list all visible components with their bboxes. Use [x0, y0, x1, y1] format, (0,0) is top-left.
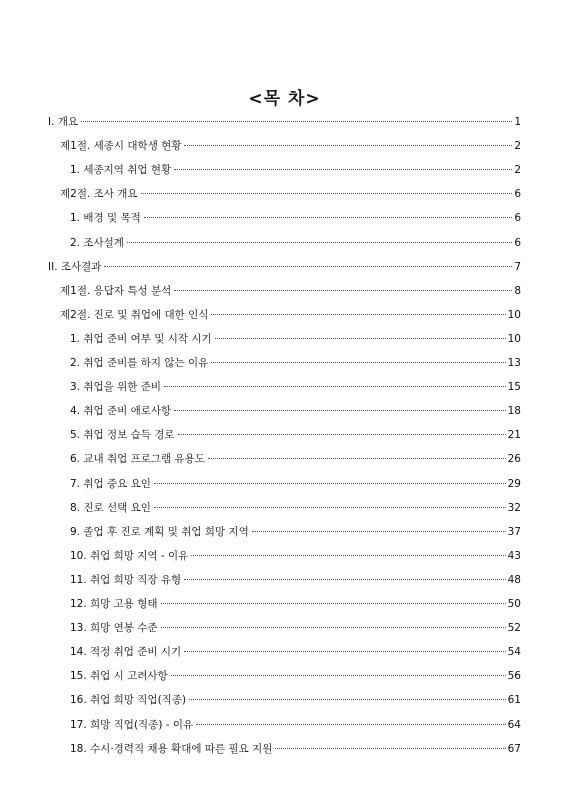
- toc-entry[interactable]: [60, 284, 521, 298]
- toc-entry-label: 13. 희망 연봉 수준: [70, 622, 158, 635]
- toc-entry-label: 1. 취업 준비 여부 및 시작 시기: [70, 332, 212, 345]
- toc-entry-label: 2. 조사설계: [70, 236, 124, 249]
- dot-leader: [104, 266, 512, 267]
- toc-page-number: 48: [507, 573, 521, 586]
- toc-entry-label: 17. 희망 직업(직종) - 이유: [70, 718, 194, 731]
- toc-entry-label: 제2절. 조사 개요: [60, 188, 138, 201]
- toc-entry-label: 1. 세종지역 취업 현황: [70, 164, 172, 177]
- toc-page-number: 32: [507, 501, 521, 514]
- toc-entry-label: 6. 교내 취업 프로그램 유용도: [70, 453, 205, 466]
- toc-entry[interactable]: [70, 452, 521, 466]
- toc-entry-label: 12. 희망 고용 형태: [70, 598, 158, 610]
- toc-page-number: 21: [507, 429, 521, 442]
- toc-entry[interactable]: [70, 669, 521, 683]
- toc-page-number: 26: [507, 453, 521, 466]
- toc-entry[interactable]: [60, 139, 521, 153]
- toc-entry-label: I. 개요: [48, 116, 79, 128]
- dot-leader: [196, 724, 505, 725]
- toc-entry[interactable]: [70, 211, 521, 225]
- toc-page-number: 43: [507, 549, 521, 562]
- toc-entry[interactable]: [70, 525, 521, 539]
- toc-entry[interactable]: [70, 163, 521, 177]
- dot-leader: [215, 338, 506, 339]
- dot-leader: [184, 651, 505, 652]
- toc-entry[interactable]: [60, 308, 521, 322]
- toc-entry-label: 18. 수시·경력직 채용 확대에 따른 필요 지원: [70, 742, 273, 755]
- dot-leader: [191, 555, 505, 556]
- toc-entry-label: 2. 취업 준비를 하지 않는 이유: [70, 357, 209, 369]
- dot-leader: [164, 386, 506, 387]
- toc-entry[interactable]: [70, 236, 521, 250]
- toc-entry[interactable]: [70, 404, 521, 418]
- toc-page-number: 61: [507, 694, 521, 707]
- toc-entry[interactable]: [70, 645, 521, 659]
- toc-entry[interactable]: [70, 693, 521, 707]
- toc-page-number: 15: [507, 381, 521, 394]
- dot-leader: [154, 507, 506, 508]
- toc-page-number: 1: [514, 116, 521, 128]
- toc-entry[interactable]: [70, 549, 521, 563]
- dot-leader: [171, 675, 506, 676]
- toc-entry[interactable]: [70, 477, 521, 491]
- toc-page-number: 29: [507, 477, 521, 490]
- dot-leader: [211, 314, 505, 315]
- toc-page-number: 67: [507, 742, 521, 755]
- dot-leader: [144, 217, 513, 218]
- toc-page-number: 10: [507, 332, 521, 345]
- dot-leader: [275, 748, 505, 749]
- toc-entry-label: 3. 취업을 위한 준비: [70, 381, 162, 394]
- dot-leader: [184, 145, 512, 146]
- toc-page-number: 18: [507, 405, 521, 418]
- dot-leader: [211, 362, 505, 363]
- toc-entry[interactable]: [70, 597, 521, 611]
- dot-leader: [154, 483, 506, 484]
- dot-leader: [127, 242, 512, 243]
- toc-page-number: 2: [514, 164, 521, 177]
- toc-page-number: 13: [507, 357, 521, 369]
- toc-entry[interactable]: [70, 380, 521, 394]
- dot-leader: [174, 410, 505, 411]
- toc-entry[interactable]: [48, 115, 521, 129]
- toc-page-number: 2: [514, 140, 521, 153]
- toc-page-number: 6: [514, 188, 521, 201]
- dot-leader: [174, 169, 512, 170]
- toc-entry-label: 14. 적정 취업 준비 시기: [70, 646, 182, 659]
- dot-leader: [174, 290, 512, 291]
- dot-leader: [189, 699, 506, 700]
- dot-leader: [252, 531, 506, 532]
- toc-entry[interactable]: [70, 573, 521, 587]
- toc-entry-label: II. 조사결과: [48, 260, 102, 273]
- toc-entry[interactable]: [70, 332, 521, 346]
- dot-leader: [208, 458, 506, 459]
- toc-page-number: 54: [507, 646, 521, 659]
- toc-page-number: 52: [507, 622, 521, 635]
- toc-title: <목 차>: [248, 89, 321, 109]
- dot-leader: [81, 121, 512, 122]
- toc-entry[interactable]: [70, 621, 521, 635]
- toc-entry[interactable]: [70, 501, 521, 515]
- toc-entry[interactable]: [48, 260, 521, 274]
- toc-entry-label: 제1절. 세종시 대학생 현황: [60, 140, 182, 153]
- toc-page-number: 7: [514, 260, 521, 273]
- toc-entry-label: 15. 취업 시 고려사항: [70, 670, 168, 683]
- dot-leader: [178, 434, 506, 435]
- toc-page-number: 50: [507, 598, 521, 610]
- toc-page-number: 10: [507, 308, 521, 321]
- toc-entry[interactable]: [70, 356, 521, 370]
- toc-entry-label: 16. 취업 희망 직업(직종): [70, 694, 187, 707]
- toc-page-number: 6: [514, 212, 521, 225]
- toc-entry-label: 11. 취업 희망 직장 유형: [70, 573, 182, 586]
- dot-leader: [141, 193, 513, 194]
- dot-leader: [184, 579, 505, 580]
- toc-page-number: 8: [514, 284, 521, 297]
- toc-entry[interactable]: [70, 428, 521, 442]
- toc-entry-label: 제1절. 응답자 특성 분석: [60, 284, 172, 297]
- toc-entry[interactable]: [60, 187, 521, 201]
- toc-page-number: 37: [507, 525, 521, 538]
- dot-leader: [161, 627, 506, 628]
- toc-page-number: 6: [514, 236, 521, 249]
- toc-entry[interactable]: [70, 718, 521, 732]
- dot-leader: [161, 603, 506, 604]
- toc-entry-label: 10. 취업 희망 지역 - 이유: [70, 549, 189, 562]
- toc-entry-label: 5. 취업 정보 습득 경로: [70, 429, 175, 442]
- toc-entry-label: 8. 진로 선택 요인: [70, 501, 151, 514]
- toc-entry-label: 9. 졸업 후 진로 계획 및 취업 희망 지역: [70, 525, 249, 538]
- toc-entry[interactable]: [70, 742, 521, 756]
- toc-page-number: 56: [507, 670, 521, 683]
- toc-entry-label: 제2절. 진로 및 취업에 대한 인식: [60, 308, 209, 321]
- toc-entry-label: 4. 취업 준비 애로사항: [70, 405, 172, 418]
- toc-entry-label: 7. 취업 중요 요인: [70, 477, 151, 490]
- toc-entry-label: 1. 배경 및 목적: [70, 212, 141, 225]
- toc-page-number: 64: [507, 718, 521, 731]
